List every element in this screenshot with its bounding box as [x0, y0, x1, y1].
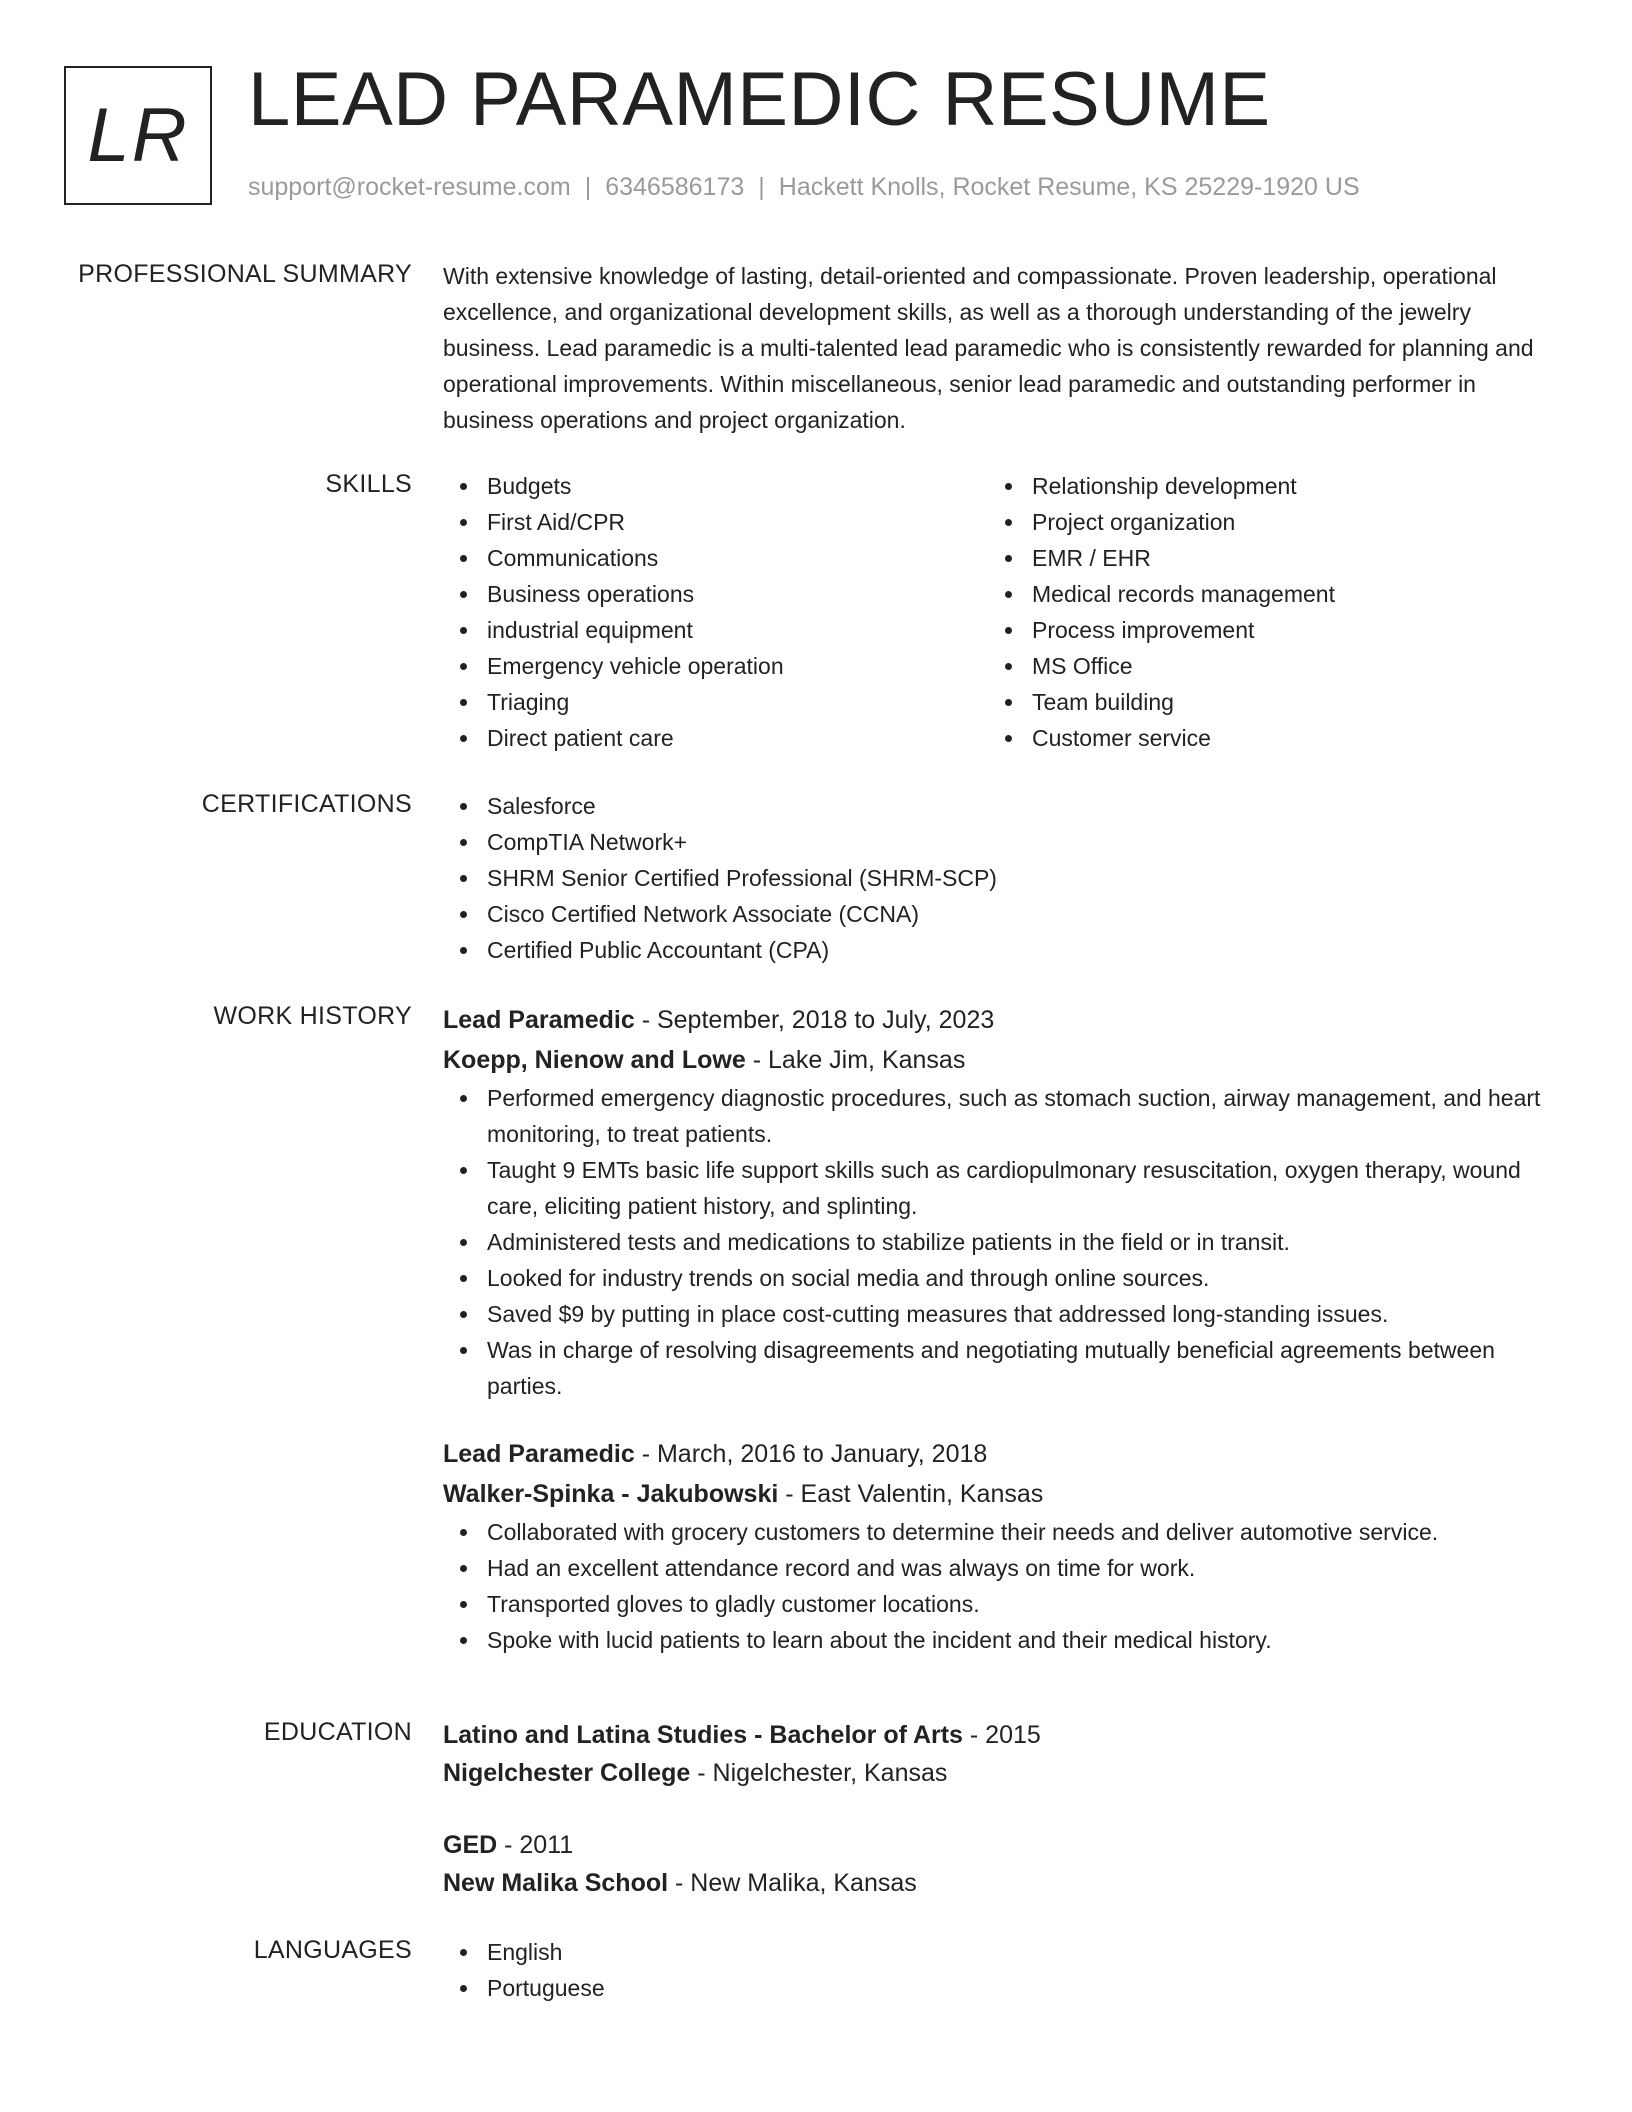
education-degree-line [443, 1716, 1553, 1754]
work-history-body [443, 1000, 1553, 1658]
list-item: Direct patient care [443, 720, 988, 756]
list-item: Project organization [988, 504, 1533, 540]
list-item: First Aid/CPR [443, 504, 988, 540]
list-item: Transported gloves to gladly customer locations. [443, 1586, 1553, 1622]
education-location: - Nigelchester, Kansas [690, 1759, 948, 1787]
education-school: New Malika School [443, 1869, 669, 1897]
list-item: English [443, 1934, 1553, 1970]
list-item: Emergency vehicle operation [443, 648, 988, 684]
education-school-line [443, 1864, 1553, 1902]
list-item: Process improvement [988, 612, 1533, 648]
education-entry [443, 1826, 1553, 1902]
list-item: CompTIA Network+ [443, 824, 1553, 860]
contact-address: Hackett Knolls, Rocket Resume, KS 25229-1920 US [778, 173, 1360, 201]
skills-column-1 [443, 468, 988, 756]
list-item: Spoke with lucid patients to learn about the incident and their medical history. [443, 1622, 1553, 1658]
education-year: - 2015 [962, 1721, 1041, 1749]
job-title-line [443, 1434, 1553, 1474]
list-item: Certified Public Accountant (CPA) [443, 932, 1553, 968]
monogram-initials: LR [87, 92, 189, 178]
list-item: Collaborated with grocery customers to determine their needs and deliver automotive service. [443, 1514, 1553, 1550]
job-title: Lead Paramedic [443, 1440, 635, 1468]
list-item: Team building [988, 684, 1533, 720]
list-item: Portuguese [443, 1970, 1553, 2006]
job-title: Lead Paramedic [443, 1006, 635, 1034]
list-item: Saved $9 by putting in place cost-cutting measures that addressed long-standing issues. [443, 1296, 1553, 1332]
contact-line [248, 172, 1360, 202]
job-duties-list [443, 1514, 1553, 1658]
job-entry [443, 1434, 1553, 1658]
job-location: - East Valentin, Kansas [778, 1480, 1044, 1508]
job-location: - Lake Jim, Kansas [745, 1046, 966, 1074]
list-item: Taught 9 EMTs basic life support skills such as cardiopulmonary resuscitation, oxygen therapy, wound care, eliciting patient history, and splinting. [443, 1152, 1553, 1224]
job-dates: - March, 2016 to January, 2018 [634, 1440, 988, 1468]
section-label-certifications: CERTIFICATIONS [201, 790, 412, 818]
list-item: Customer service [988, 720, 1533, 756]
job-company: Koepp, Nienow and Lowe [443, 1046, 746, 1074]
list-item: MS Office [988, 648, 1533, 684]
skills-column-2 [988, 468, 1533, 756]
summary-body [443, 258, 1553, 438]
skills-body [443, 468, 1553, 756]
job-duties-list [443, 1080, 1553, 1404]
languages-list [443, 1934, 1553, 2006]
list-item: Medical records management [988, 576, 1533, 612]
list-item: Looked for industry trends on social media and through online sources. [443, 1260, 1553, 1296]
list-item: Relationship development [988, 468, 1533, 504]
education-degree: Latino and Latina Studies - Bachelor of Arts [443, 1721, 963, 1749]
job-title-line [443, 1000, 1553, 1040]
list-item: EMR / EHR [988, 540, 1533, 576]
list-item: Business operations [443, 576, 988, 612]
section-label-languages: LANGUAGES [253, 1936, 412, 1964]
education-school: Nigelchester College [443, 1759, 691, 1787]
contact-separator: | [758, 173, 765, 201]
list-item: Triaging [443, 684, 988, 720]
list-item: Administered tests and medications to stabilize patients in the field or in transit. [443, 1224, 1553, 1260]
education-location: - New Malika, Kansas [668, 1869, 917, 1897]
list-item: industrial equipment [443, 612, 988, 648]
languages-body [443, 1934, 1553, 2006]
list-item: Cisco Certified Network Associate (CCNA) [443, 896, 1553, 932]
job-company: Walker-Spinka - Jakubowski [443, 1480, 779, 1508]
education-year: - 2011 [497, 1831, 574, 1859]
education-degree: GED [443, 1831, 498, 1859]
list-item: Had an excellent attendance record and was always on time for work. [443, 1550, 1553, 1586]
contact-phone: 6346586173 [605, 173, 745, 201]
contact-separator: | [584, 173, 592, 201]
monogram-box [64, 66, 212, 205]
list-item: Performed emergency diagnostic procedures, such as stomach suction, airway management, and heart monitoring, to treat patients. [443, 1080, 1553, 1152]
contact-email: support@rocket-resume.com [248, 173, 571, 201]
education-entry [443, 1716, 1553, 1792]
skills-columns [443, 468, 1553, 756]
section-label-skills: SKILLS [325, 470, 412, 498]
list-item: Salesforce [443, 788, 1553, 824]
certifications-list [443, 788, 1553, 968]
certifications-body [443, 788, 1553, 968]
job-company-line [443, 1474, 1553, 1514]
job-company-line [443, 1040, 1553, 1080]
list-item: SHRM Senior Certified Professional (SHRM-SCP) [443, 860, 1553, 896]
list-item: Budgets [443, 468, 988, 504]
section-label-summary: PROFESSIONAL SUMMARY [78, 260, 412, 288]
job-entry [443, 1000, 1553, 1404]
list-item: Was in charge of resolving disagreements and negotiating mutually beneficial agreements between parties. [443, 1332, 1553, 1404]
section-label-education: EDUCATION [263, 1718, 412, 1746]
section-label-work-history: WORK HISTORY [213, 1002, 412, 1030]
education-school-line [443, 1754, 1553, 1792]
summary-text: With extensive knowledge of lasting, detail-oriented and compassionate. Proven leadership, operational excellence, and organizational development skills, as well as a thorough understanding of the jewelry business. Lead paramedic is a multi-talented lead paramedic who is consistently rewarded for planning and operational improvements. Within miscellaneous, senior lead paramedic and outstanding performer in business operations and project organization. [443, 263, 1534, 433]
list-item: Communications [443, 540, 988, 576]
resume-title: LEAD PARAMEDIC RESUME [248, 57, 1271, 142]
education-body [443, 1716, 1553, 1902]
job-dates: - September, 2018 to July, 2023 [634, 1006, 995, 1034]
education-degree-line [443, 1826, 1553, 1864]
